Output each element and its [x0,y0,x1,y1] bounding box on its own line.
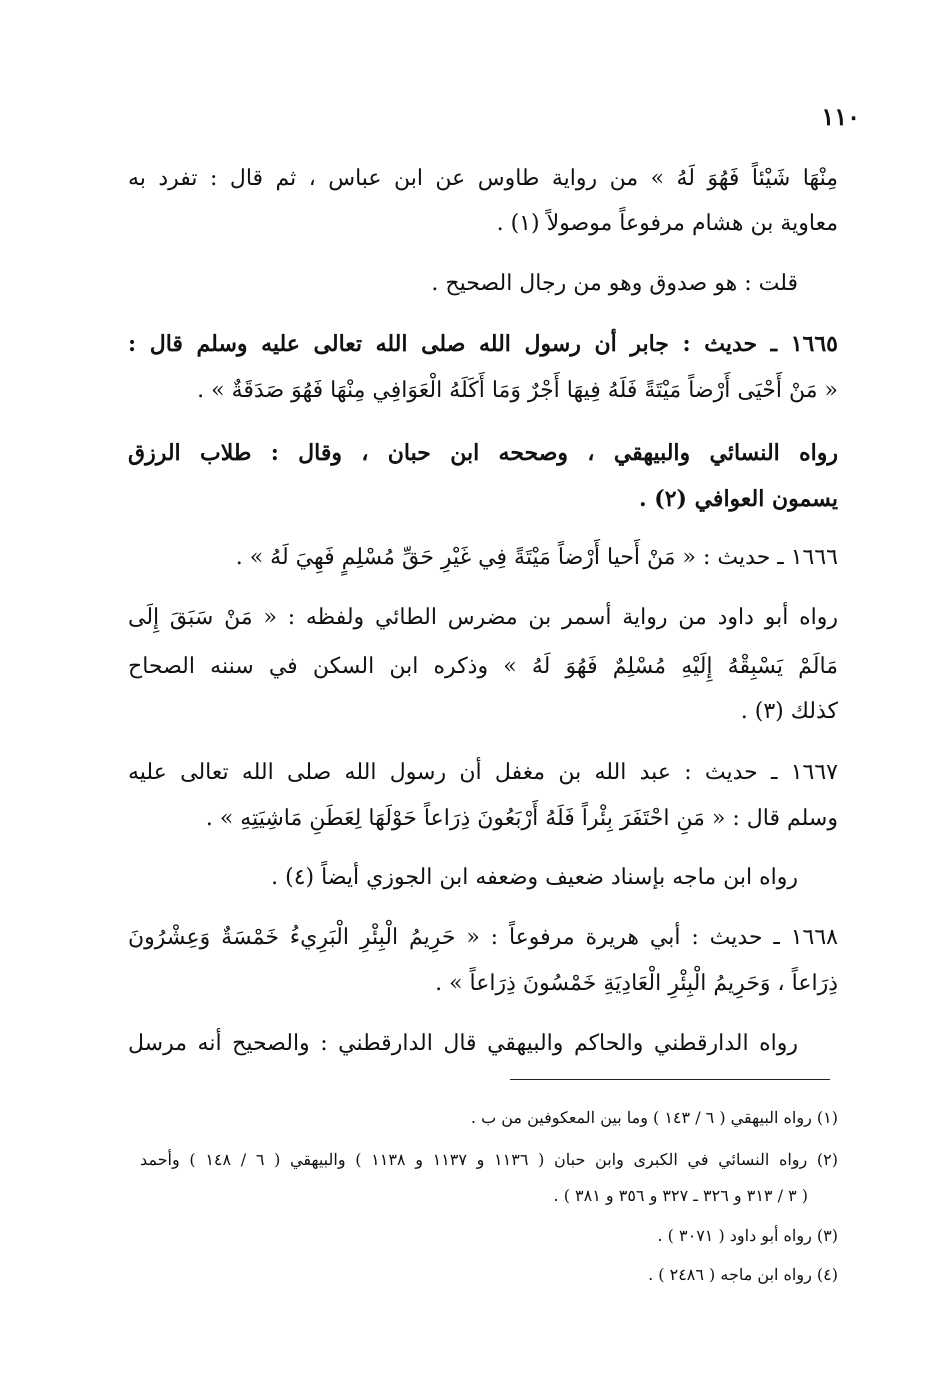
page-number: ١١٠ [821,102,860,131]
hadith-1665-line: ١٦٦٥ ـ حديث : جابر أن رسول الله صلى الله تعالى عليه وسلم قال : [128,331,838,357]
hadith-1666-line: ١٦٦٦ ـ حديث : « مَنْ أَحيا أَرْضاً مَيْتَةً فِي غَيْرِ حَقِّ مُسْلِمٍ فَهِيَ لَهُ » . [235,545,838,570]
text-line: « مَنْ أَحْيَى أَرْضاً مَيْتَةً فَلَهُ فِيهَا أَجْرٌ وَمَا أَكَلَهُ الْعَوَافِي مِنْهَا فَهُوَ صَدَقَةٌ » . [197,378,838,403]
footnote: (٤) رواه ابن ماجه ( ٢٤٨٦ ) . [648,1265,838,1284]
hadith-1667-line: ١٦٦٧ ـ حديث : عبد الله بن مغفل أن رسول الله صلى الله تعالى عليه [128,760,838,785]
text-line: رواه النسائي والبيهقي ، وصححه ابن حبان ، وقال : طلاب الرزق [128,440,838,466]
text-line: مَالَمْ يَسْبِقْهُ إِلَيْهِ مُسْلِمٌ فَهُوَ لَهُ » وذكره ابن السكن في سننه الصحاح [128,654,838,679]
text-line: مِنْهَا شَيْئاً فَهُوَ لَهُ » من رواية طاوس عن ابن عباس ، ثم قال : تفرد به [128,166,838,191]
text-line: يسمون العوافي (٢) . [638,486,838,512]
footnote: (٣) رواه أبو داود ( ٣٠٧١ ) . [657,1226,838,1245]
text-line: قلت : هو صدوق وهو من رجال الصحيح . [431,271,798,296]
text-line: كذلك (٣) . [740,699,838,724]
footnote: (٢) رواه النسائي في الكبرى وابن حبان ( ١١٣٦ و ١١٣٧ و ١١٣٨ ) والبيهقي ( ٦ / ١٤٨ ) وأحمد [140,1150,838,1169]
footnote-separator [510,1079,830,1080]
text-line: رواه أبو داود من رواية أسمر بن مضرس الطائي ولفظه : « مَنْ سَبَقَ إِلَى [128,605,838,630]
text-line: ذِرَاعاً ، وَحَرِيمُ الْبِئْرِ الْعَادِيَةِ خَمْسُونَ ذِرَاعاً » . [435,971,838,996]
text-line: معاوية بن هشام مرفوعاً موصولاً (١) . [496,211,838,236]
text-line: وسلم قال : « مَنِ احْتَفَرَ بِئْراً فَلَهُ أَرْبَعُونَ ذِرَاعاً حَوْلَهَا لِعَطَنِ مَاشِيَتِهِ » . [205,806,838,831]
text-line: رواه ابن ماجه بإسناد ضعيف وضعفه ابن الجوزي أيضاً (٤) . [271,865,798,890]
hadith-1668-line: ١٦٦٨ ـ حديث : أبي هريرة مرفوعاً : « حَرِيمُ الْبِئْرِ الْبَرِيءُ خَمْسَةٌ وَعِشْرُونَ [128,925,838,950]
text-line: رواه الدارقطني والحاكم والبيهقي قال الدارقطني : والصحيح أنه مرسل [128,1031,798,1056]
footnote: ( ٣ / ٣١٣ و ٣٢٦ ـ ٣٢٧ و ٣٥٦ و ٣٨١ ) . [553,1186,808,1205]
footnote: (١) رواه البيهقي ( ٦ / ١٤٣ ) وما بين المعكوفين من ب . [470,1108,838,1127]
